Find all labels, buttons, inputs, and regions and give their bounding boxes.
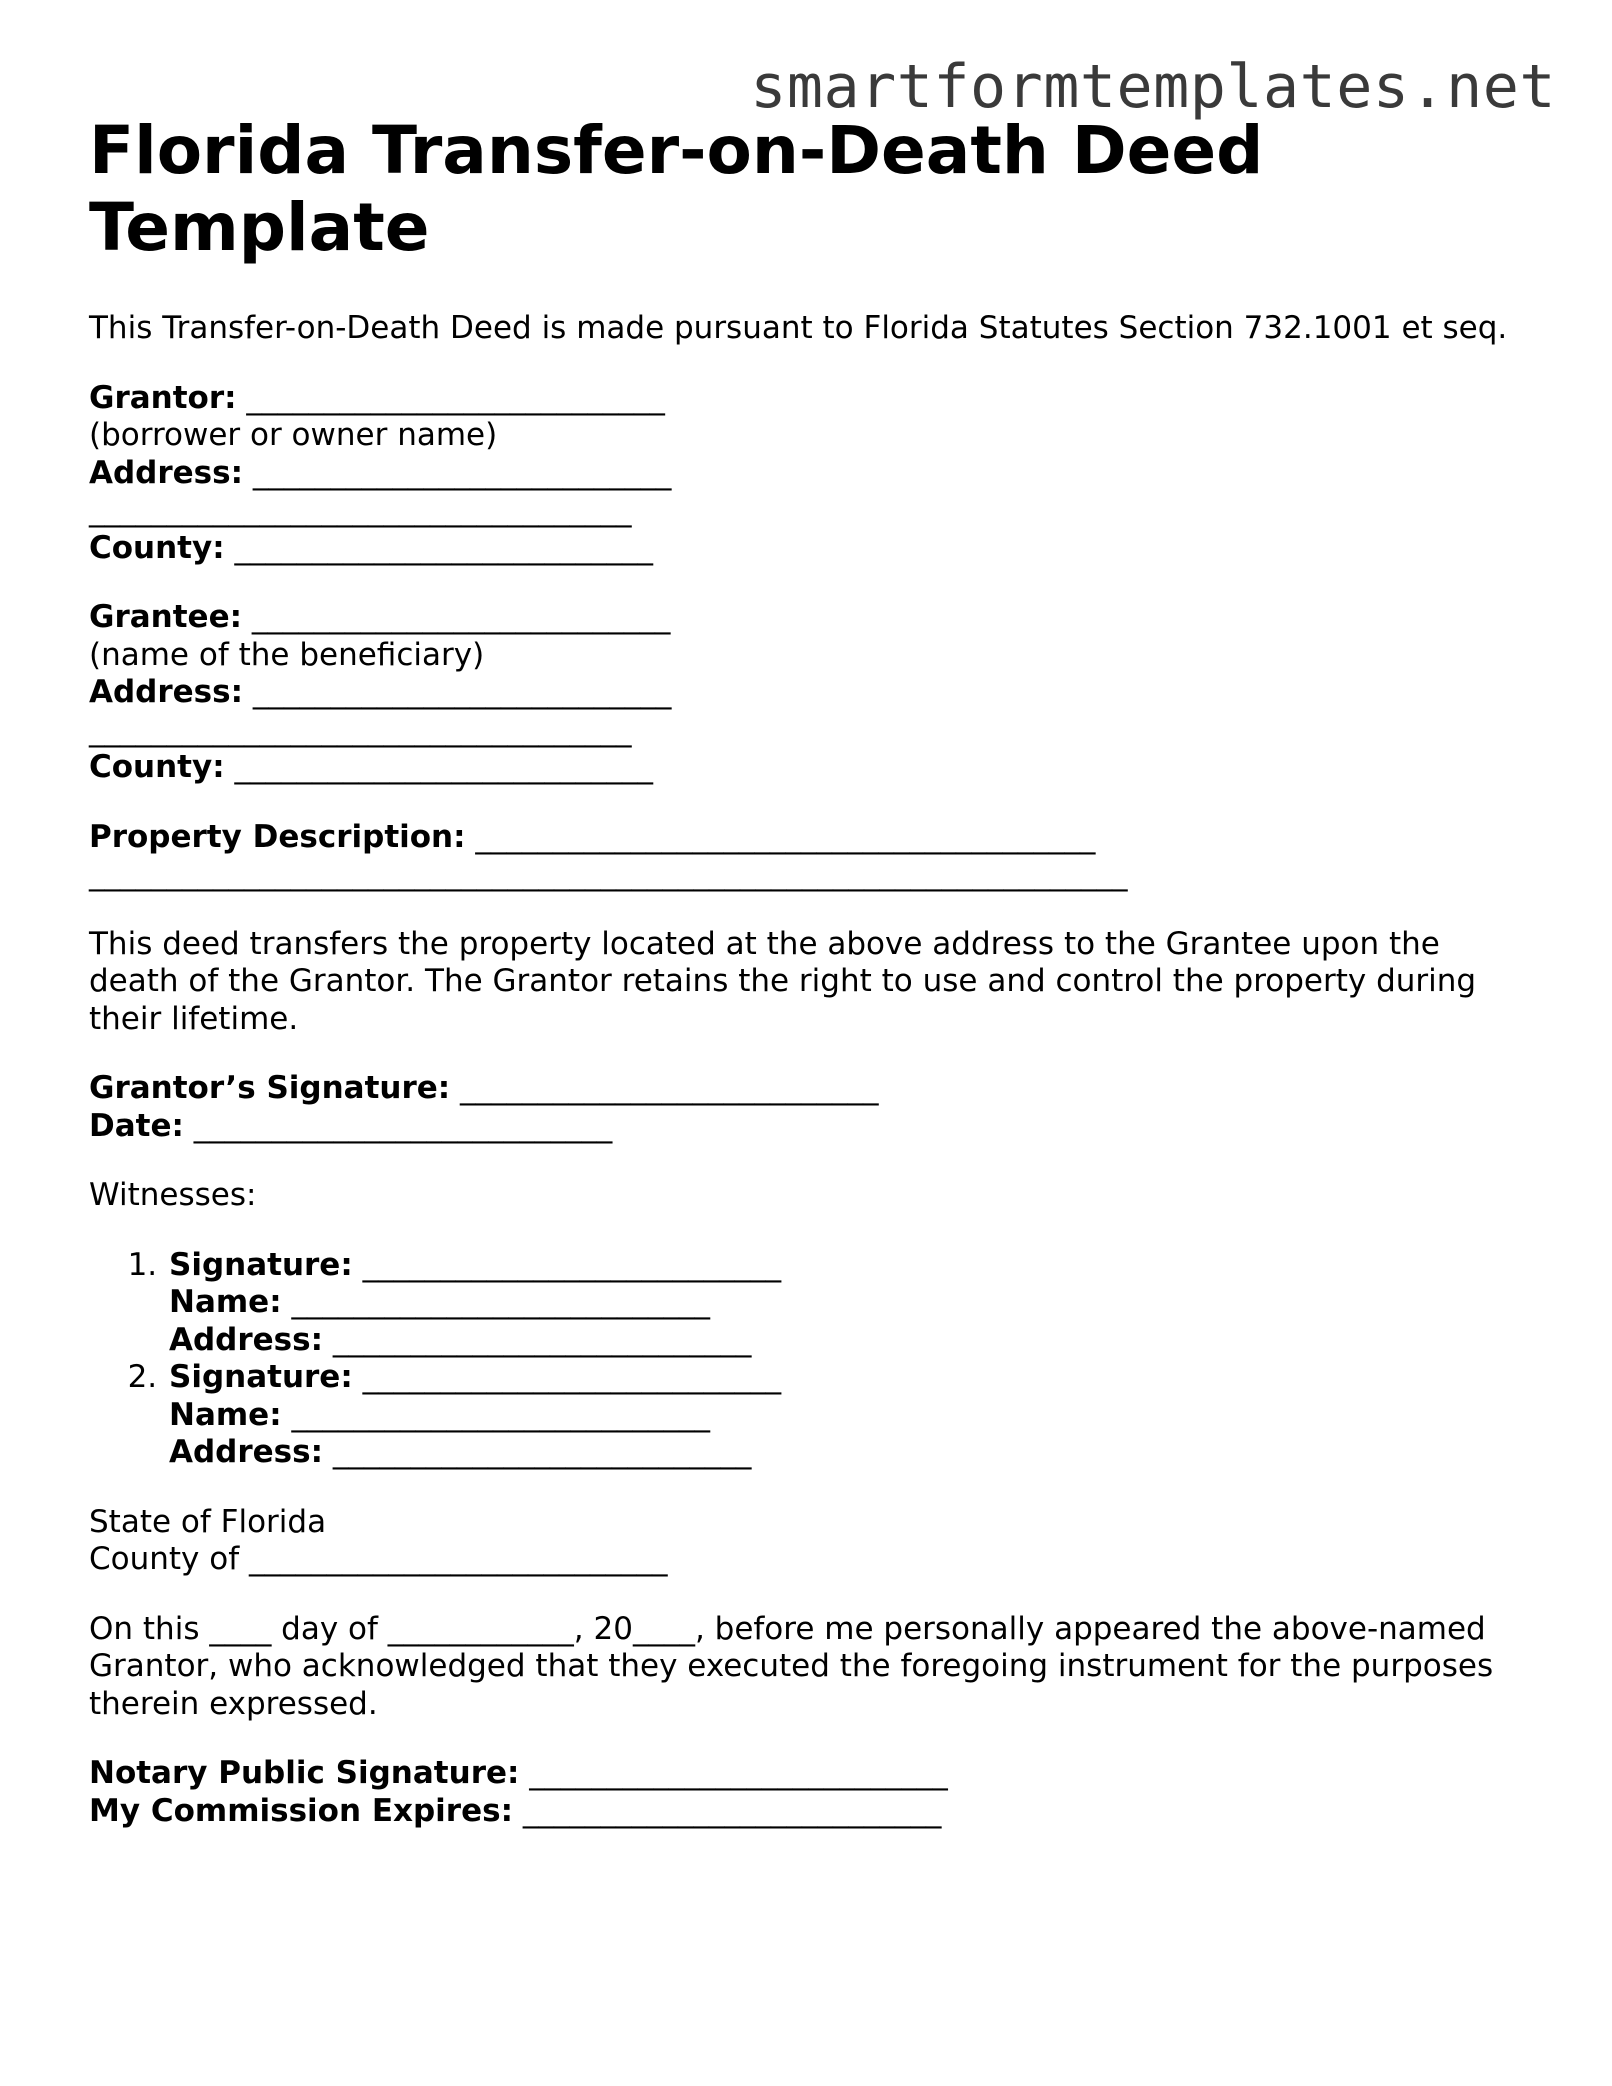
grantor-signature-label: Grantor’s Signature: — [89, 1070, 451, 1106]
grantor-name-line — [89, 380, 1529, 418]
notary-signature-blank[interactable]: ___________________________ — [529, 1755, 948, 1791]
witness-signature-label: Signature: — [169, 1359, 353, 1395]
grantee-county-line — [89, 749, 1529, 787]
witness-name-line — [169, 1397, 1529, 1435]
venue-county[interactable]: County of ___________________________ — [89, 1541, 668, 1577]
witness-signature-line — [169, 1359, 1529, 1397]
grantor-signature-blank[interactable]: ___________________________ — [460, 1070, 879, 1106]
witness-address-blank[interactable]: ___________________________ — [332, 1434, 752, 1470]
grantor-signature-line — [89, 1070, 1529, 1108]
grantee-address-blank[interactable]: ___________________________ — [252, 674, 672, 710]
grantor-name-label: Grantor: — [89, 379, 237, 416]
property-label: Property Description: — [89, 818, 466, 855]
witness-address-line — [169, 1322, 1529, 1360]
intro-paragraph: This Transfer-on-Death Deed is made pursuant to Florida Statutes Section 732.1001 et seq. — [89, 310, 1508, 346]
grantor-section — [89, 380, 1529, 568]
witness-signature-line — [169, 1247, 1529, 1285]
grantee-address-line — [89, 674, 1529, 712]
watermark: smartformtemplates.net — [750, 52, 1556, 122]
grantor-address-label: Address: — [89, 454, 243, 491]
witness-address-label: Address: — [169, 1434, 323, 1470]
grantor-signature-section — [89, 1070, 1529, 1145]
witness-address-label: Address: — [169, 1321, 323, 1358]
witness-item — [167, 1359, 1529, 1472]
document-title: Florida Transfer-on-Death Deed Template — [89, 112, 1264, 266]
witness-item — [167, 1247, 1529, 1360]
document-page — [89, 112, 1529, 1862]
grantor-county-blank[interactable]: ___________________________ — [234, 529, 653, 566]
grantee-address-label: Address: — [89, 674, 243, 710]
witness-name-label: Name: — [169, 1396, 282, 1433]
grantor-county-label: County: — [89, 529, 225, 566]
witness-list — [89, 1247, 1529, 1472]
property-section — [89, 819, 1529, 894]
venue-state: State of Florida — [89, 1503, 327, 1540]
grantor-date-blank[interactable]: ___________________________ — [193, 1107, 613, 1144]
grantee-name-blank[interactable]: ___________________________ — [251, 599, 671, 635]
witness-signature-blank[interactable]: ___________________________ — [362, 1359, 782, 1395]
grantor-date-line — [89, 1108, 1529, 1146]
notary-expires-blank[interactable]: ___________________________ — [522, 1792, 942, 1829]
witness-signature-blank[interactable]: ___________________________ — [362, 1246, 782, 1283]
witness-name-blank[interactable]: ___________________________ — [291, 1396, 710, 1433]
witness-name-line — [169, 1284, 1529, 1322]
notary-signature-label: Notary Public Signature: — [89, 1755, 520, 1791]
grantor-address-blank[interactable]: ___________________________ — [252, 454, 672, 491]
property-line2[interactable]: ___________________________________________________________________ — [89, 856, 1128, 892]
grantee-section — [89, 599, 1529, 787]
grantee-address-line2[interactable]: ___________________________________ — [89, 711, 632, 748]
grantee-county-label: County: — [89, 749, 225, 785]
notary-signature-line — [89, 1755, 1529, 1793]
witness-signature-label: Signature: — [169, 1246, 353, 1283]
witness-address-line — [169, 1434, 1529, 1472]
grantee-name-label: Grantee: — [89, 599, 242, 635]
notary-expires-line — [89, 1793, 1529, 1831]
grantee-county-blank[interactable]: ___________________________ — [234, 749, 653, 785]
property-blank[interactable]: ________________________________________ — [475, 818, 1096, 855]
grantor-county-line — [89, 530, 1529, 568]
witness-address-blank[interactable]: ___________________________ — [332, 1321, 752, 1358]
grantee-name-hint: (name of the beneficiary) — [89, 636, 485, 673]
notary-section — [89, 1755, 1529, 1830]
property-line — [89, 819, 1529, 857]
acknowledgment-paragraph: On this ____ day of ____________, 20____, before me personally appeared the above-named Grantor, who acknowledged that they executed the foregoing instrument for the purposes therein expressed. — [89, 1610, 1494, 1722]
grantor-address-line — [89, 455, 1529, 493]
witness-name-blank[interactable]: ___________________________ — [291, 1284, 710, 1320]
witnesses-heading: Witnesses: — [89, 1177, 257, 1213]
witness-name-label: Name: — [169, 1284, 282, 1320]
grantor-date-label: Date: — [89, 1107, 184, 1144]
notary-venue — [89, 1504, 1529, 1579]
grantee-name-line — [89, 599, 1529, 637]
notary-expires-label: My Commission Expires: — [89, 1792, 513, 1829]
grantor-address-line2[interactable]: ___________________________________ — [89, 492, 632, 528]
grantor-name-blank[interactable]: ___________________________ — [246, 379, 665, 416]
grantor-name-hint: (borrower or owner name) — [89, 417, 498, 453]
transfer-paragraph: This deed transfers the property located at the above address to the Grantee upon the death of the Grantor. The Grantor retains the right to use and control the property during their lifetime. — [89, 925, 1477, 1037]
